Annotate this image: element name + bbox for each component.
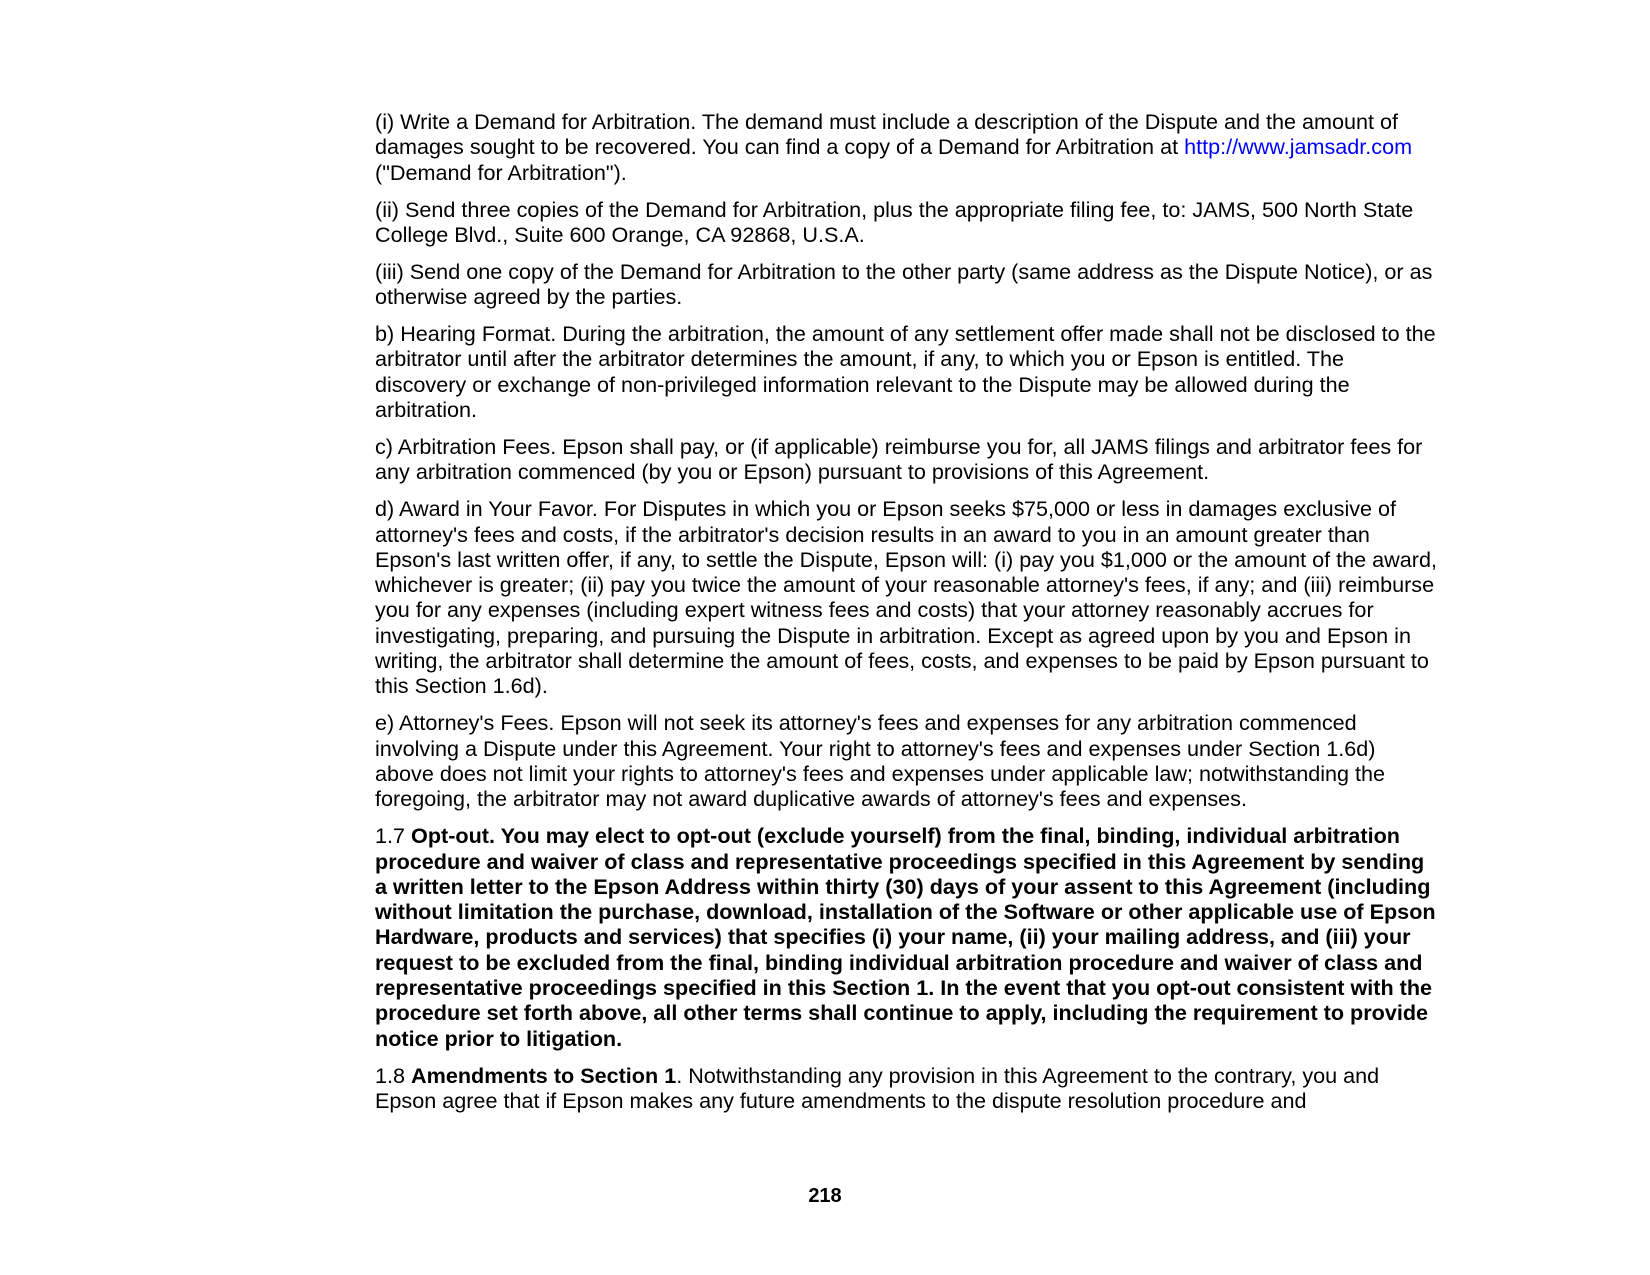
paragraph-demand-for-arbitration [375,109,1440,185]
paragraph-send-copies: (ii) Send three copies of the Demand for Arbitration, plus the appropriate filing fee, to: JAMS, 500 North State College Blvd., Suite 600 Orange, CA 92868, U.S.A. [375,196,1414,247]
paragraph-text: (i) Write a Demand for Arbitration. The demand must include a description of the Dispute and the amount of damages sought to be recovered. You can find a copy of a Demand for Arbitration at [375,109,1399,160]
page-number: 218 [808,1185,842,1207]
paragraph-amendments [375,1063,1440,1114]
section-number: 1.7 [375,823,412,849]
document-body [375,109,1440,1125]
paragraph-hearing-format: b) Hearing Format. During the arbitration, the amount of any settlement offer made shall not be disclosed to the arbitrator until after the arbitrator determines the amount, if any, to which you or Epson is entitled. The discovery or exchange of non-privileged information relevant to the Dispute may be allowed during the arbitration. [375,321,1436,423]
paragraph-text: ("Demand for Arbitration"). [375,159,627,185]
opt-out-bold-text: Opt-out. You may elect to opt-out (exclude yourself) from the final, binding, individual arbitration procedure and waiver of class and representative proceedings specified in this Agreement by sending a written letter to the Epson Address within thirty (30) days of your assent to this Agreement (including without limitation the purchase, download, installation of the Software or other applicable use of Epson Hardware, products and services) that specifies (i) your name, (ii) your mailing address, and (iii) your request to be excluded from the final, binding individual arbitration procedure and waiver of class and representative proceedings specified in this Section 1. In the event that you opt-out consistent with the procedure set forth above, all other terms shall continue to apply, including the requirement to provide notice prior to litigation. [375,823,1436,1051]
paragraph-opt-out [375,823,1440,1051]
paragraph-award-in-your-favor: d) Award in Your Favor. For Disputes in which you or Epson seeks $75,000 or less in damages exclusive of attorney's fees and costs, if the arbitrator's decision results in an award to you in an amount greater than Epson's last written offer, if any, to settle the Dispute, Epson will: (i) pay you $1,000 or the amount of the award, whichever is greater; (ii) pay you twice the amount of your reasonable attorney's fees, if any; and (iii) reimburse you for any expenses (including expert witness fees and costs) that your attorney reasonably accrues for investigating, preparing, and pursuing the Dispute in arbitration. Except as agreed upon by you and Epson in writing, the arbitrator shall determine the amount of fees, costs, and expenses to be paid by Epson pursuant to this Section 1.6d). [375,496,1437,699]
paragraph-send-other-party: (iii) Send one copy of the Demand for Arbitration to the other party (same address as the Dispute Notice), or as otherwise agreed by the parties. [375,258,1433,310]
amendments-heading: Amendments to Section 1 [411,1062,677,1088]
section-number: 1.8 [375,1062,412,1088]
paragraph-text: . Notwithstanding any provision in this Agreement to the contrary, you and Epson agree that if Epson makes any future amendments to the dispute resolution procedure and [375,1062,1380,1113]
jamsadr-link[interactable]: http://www.jamsadr.com [1184,134,1413,160]
paragraph-arbitration-fees: c) Arbitration Fees. Epson shall pay, or (if applicable) reimburse you for, all JAMS filings and arbitrator fees for any arbitration commenced (by you or Epson) pursuant to provisions of this Agreement. [375,434,1423,485]
paragraph-attorneys-fees: e) Attorney's Fees. Epson will not seek its attorney's fees and expenses for any arbitration commenced involving a Dispute under this Agreement. Your right to attorney's fees and expenses under Section 1.6d) above does not limit your rights to attorney's fees and expenses under applicable law; notwithstanding the foregoing, the arbitrator may not award duplicative awards of attorney's fees and expenses. [375,710,1386,812]
